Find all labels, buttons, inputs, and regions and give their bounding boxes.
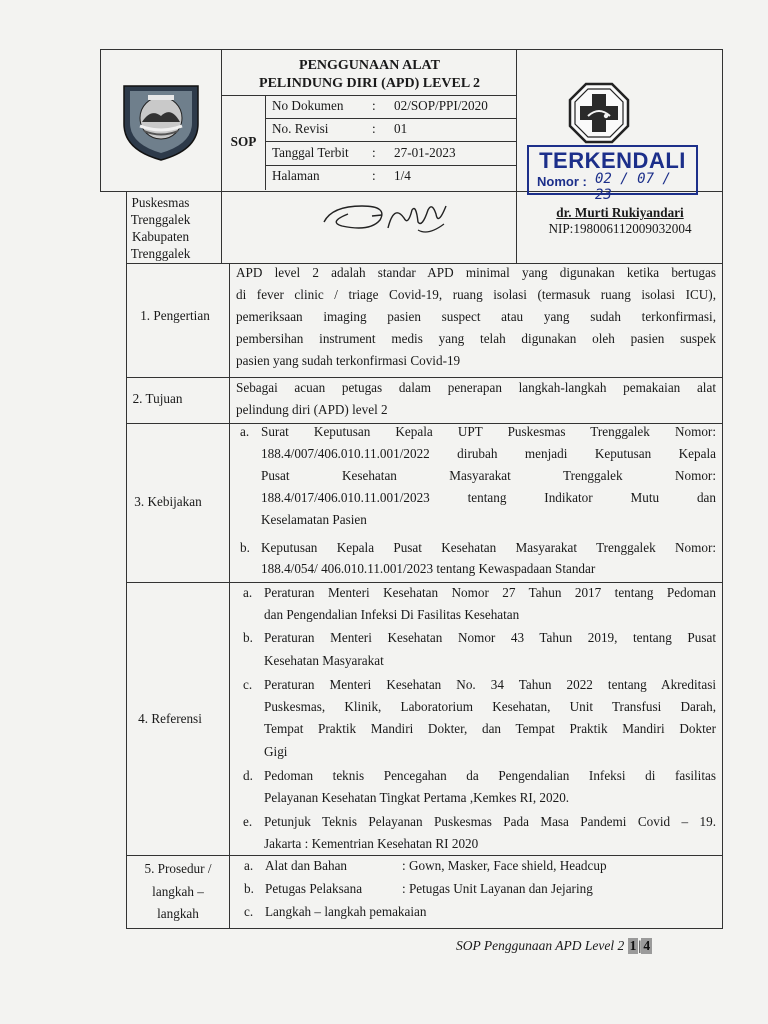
field-value-halaman: 1/4: [394, 168, 411, 183]
list-marker: c.: [243, 677, 253, 692]
document-title-line1: PENGGUNAAN ALAT: [299, 58, 440, 73]
list-marker: c.: [244, 904, 254, 919]
field-separator: :: [372, 121, 376, 136]
list-line: Peraturan Menteri Kesehatan No. 34 Tahun 2022 tentang Akreditasi: [264, 677, 716, 692]
footer-text: SOP Penggunaan APD Level 2: [456, 938, 625, 953]
text-line: di fever clinic / triage Covid-19, ruang isolasi (termasuk ruang isolasi ICU),: [236, 287, 716, 302]
list-line: Peraturan Menteri Kesehatan Nomor 27 Tahun 2017 tentang Pedoman: [264, 585, 716, 600]
list-line: Surat Keputusan Kepala UPT Puskesmas Trenggalek Nomor:: [261, 424, 716, 439]
list-line: Gigi: [264, 744, 288, 759]
field-label: Halaman: [272, 168, 320, 183]
text-line: pasien yang sudah terkonfirmasi Covid-19: [236, 353, 461, 368]
section-label-referensi: 4. Referensi: [138, 711, 202, 726]
org-line: Kabupaten: [131, 229, 190, 244]
item-label: Alat dan Bahan: [265, 858, 348, 873]
section-label-pengertian: 1. Pengertian: [140, 308, 210, 323]
section-label-kebijakan: 3. Kebijakan: [134, 494, 202, 509]
list-marker: d.: [243, 768, 253, 783]
list-line: Petunjuk Teknis Pelayanan Puskesmas Pada Masa Pandemi Covid – 19.: [264, 814, 716, 829]
signer-name: dr. Murti Rukiyandari: [556, 205, 684, 220]
field-label: No. Revisi: [272, 121, 329, 136]
list-marker: b.: [244, 881, 254, 896]
list-line: Jakarta : Kementrian Kesehatan RI 2020: [264, 836, 479, 851]
label-line: 5. Prosedur /: [144, 861, 212, 876]
org-line: Trenggalek: [130, 246, 191, 261]
list-marker: a.: [243, 585, 253, 600]
org-line: Trenggalek: [130, 212, 191, 227]
field-label: Tanggal Terbit: [272, 145, 349, 160]
document-title-line2: PELINDUNG DIRI (APD) LEVEL 2: [259, 76, 480, 91]
field-separator: :: [372, 98, 376, 113]
field-value-no-revisi: 01: [394, 121, 408, 136]
list-line: Tempat Praktik Mandiri Dokter, dan Tempat Praktik Mandiri Dokter: [264, 721, 716, 736]
list-line: Peraturan Menteri Kesehatan Nomor 43 Tahun 2019, tentang Pusat: [264, 630, 716, 645]
footer-page-total: 4: [643, 938, 651, 953]
field-separator: :: [372, 168, 376, 183]
stamp-nomor-label: Nomor :: [537, 174, 587, 189]
field-value-no-dokumen: 02/SOP/PPI/2020: [394, 98, 488, 113]
stamp-nomor-value: 02 / 07 / 23: [595, 171, 671, 203]
field-value-tanggal-terbit: 27-01-2023: [394, 145, 456, 160]
list-line: Puskesmas, Klinik, Laboratorium Kesehatan, Unit Transfusi Darah,: [264, 699, 716, 714]
list-line: Pelayanan Kesehatan Tingkat Pertama ,Kemkes RI, 2020.: [264, 790, 570, 805]
text-line: APD level 2 adalah standar APD minimal yang digunakan ketika bertugas: [236, 265, 716, 280]
handwritten-signature: [318, 196, 454, 242]
section-label-tujuan: 2. Tujuan: [132, 391, 183, 406]
controlled-document-stamp: [527, 145, 698, 203]
item-label: Langkah – langkah pemakaian: [265, 904, 427, 919]
footer-separator: |: [638, 938, 642, 953]
signer-nip: NIP:198006112009032004: [548, 221, 692, 236]
footer-page-number: 1: [629, 938, 637, 953]
page-footer: [456, 938, 652, 954]
health-service-logo-icon: [566, 80, 632, 146]
text-line: pelindung diri (APD) level 2: [236, 402, 388, 417]
label-line: langkah: [157, 906, 199, 921]
field-separator: :: [372, 145, 376, 160]
item-value: : Petugas Unit Layanan dan Jejaring: [402, 881, 593, 896]
list-line: Kesehatan Masyarakat: [264, 653, 384, 668]
list-marker: a.: [240, 424, 250, 439]
sop-label: SOP: [230, 134, 257, 149]
list-line: Keputusan Kepala Pusat Kesehatan Masyarakat Trenggalek Nomor:: [261, 540, 716, 555]
list-marker: a.: [244, 858, 254, 873]
list-marker: e.: [243, 814, 253, 829]
label-line: langkah –: [152, 884, 204, 899]
field-label: No Dokumen: [272, 98, 344, 113]
list-line: 188.4/017/406.010.11.001/2023 tentang Indikator Mutu dan: [261, 490, 716, 505]
stamp-title: TERKENDALI: [539, 148, 686, 173]
text-line: pemeriksaan imaging pasien suspect atau yang sudah terkonfirmasi,: [236, 309, 716, 324]
list-marker: b.: [240, 540, 250, 555]
list-line: 188.4/054/ 406.010.11.001/2023 tentang Kewaspadaan Standar: [261, 561, 596, 576]
item-value: : Gown, Masker, Face shield, Headcup: [402, 858, 607, 873]
list-marker: b.: [243, 630, 253, 645]
list-line: dan Pengendalian Infeksi Di Fasilitas Kesehatan: [264, 607, 520, 622]
item-label: Petugas Pelaksana: [265, 881, 363, 896]
regional-emblem-icon: [118, 76, 204, 162]
text-line: Sebagai acuan petugas dalam penerapan langkah-langkah pemakaian alat: [236, 380, 716, 395]
text-line: pembersihan instrument medis yang telah digunakan oleh pasien suspek: [236, 331, 716, 346]
list-line: Keselamatan Pasien: [261, 512, 367, 527]
org-line: Puskesmas: [131, 195, 190, 210]
list-line: Pusat Kesehatan Masyarakat Trenggalek Nomor:: [261, 468, 716, 483]
list-line: Pedoman teknis Pencegahan da Pengendalian Infeksi di fasilitas: [264, 768, 716, 783]
list-line: 188.4/007/406.010.11.001/2022 dirubah menjadi Keputusan Kepala: [261, 446, 716, 461]
